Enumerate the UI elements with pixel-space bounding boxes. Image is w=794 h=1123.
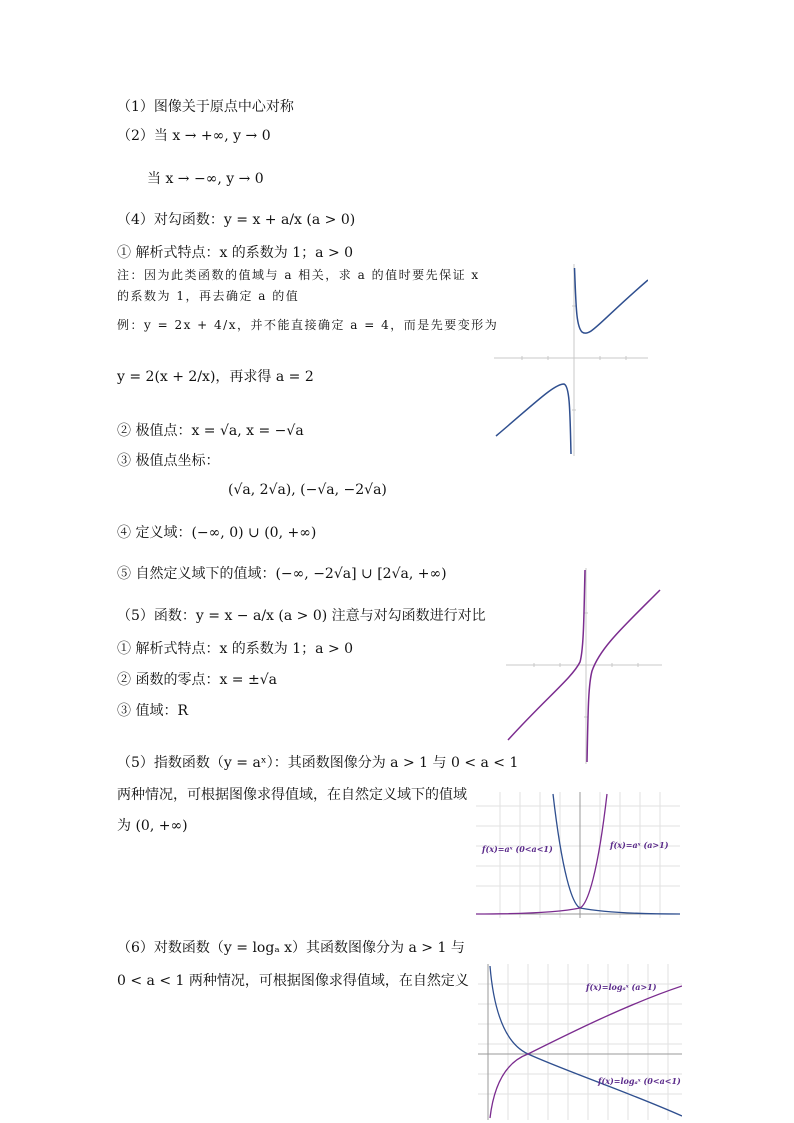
line-hook-title: （4）对勾函数：y = x + a/x (a > 0)	[117, 212, 356, 228]
line-domain: ④ 定义域：(−∞, 0) ∪ (0, +∞)	[117, 525, 317, 541]
log-label-bottom: f(x)=logₐˣ (0<a<1)	[598, 1076, 681, 1086]
line-func-feature: ① 解析式特点：x 的系数为 1；a > 0	[117, 641, 354, 657]
line-exp-title: （5）指数函数（y = aˣ）：其函数图像分为 a > 1 与 0 < a < 1	[117, 755, 519, 771]
line-func-title: （5）函数：y = x − a/x (a > 0) 注意与对勾函数进行对比	[117, 608, 486, 624]
line-log-title: （6）对数函数（y = logₐ x）其函数图像分为 a > 1 与	[117, 940, 465, 956]
log-label-top: f(x)=logₐˣ (a>1)	[586, 982, 657, 992]
line-limit-neg: 当 x → −∞, y → 0	[147, 171, 264, 187]
exp-curve-decreasing	[553, 794, 680, 914]
line-exp-desc: 两种情况，可根据图像求得值域，在自然定义域下的值域	[117, 787, 467, 803]
odd-function-graph	[506, 568, 662, 764]
logarithm-graph	[478, 964, 682, 1120]
exp-label-left: f(x)=aˣ (0<a<1)	[482, 844, 553, 854]
example-line: 例：y = 2x + 4/x，并不能直接确定 a = 4，而是先要变形为	[117, 318, 499, 332]
exp-label-right: f(x)=aˣ (a>1)	[610, 840, 669, 850]
line-exp-range: 为 (0, +∞)	[117, 818, 188, 834]
log-curve-increasing	[490, 986, 682, 1118]
exponential-graph	[476, 792, 680, 918]
note-line-2: 的系数为 1，再去确定 a 的值	[117, 289, 300, 303]
line-hook-feature: ① 解析式特点：x 的系数为 1；a > 0	[117, 245, 354, 261]
line-func-zero: ② 函数的零点：x = ±√a	[117, 672, 277, 688]
exp-curve-increasing	[476, 794, 607, 914]
hook-curve-right	[575, 268, 649, 333]
line-log-desc: 0 < a < 1 两种情况，可根据图像求得值域，在自然定义	[117, 973, 469, 989]
note-line-1: 注：因为此类函数的值域与 a 相关，求 a 的值时要先保证 x	[117, 268, 480, 282]
line-func-range: ③ 值域：R	[117, 703, 188, 719]
line-symmetry: （1）图像关于原点中心对称	[117, 99, 294, 115]
hook-function-graph	[494, 264, 648, 456]
line-limit-pos: （2）当 x → +∞, y → 0	[117, 128, 271, 144]
line-extreme-coords: (√a, 2√a), (−√a, −2√a)	[228, 482, 387, 498]
line-extreme-points: ② 极值点：x = √a, x = −√a	[117, 423, 304, 439]
odd-curve-left	[508, 570, 585, 740]
line-range: ⑤ 自然定义域下的值域：(−∞, −2√a] ∪ [2√a, +∞)	[117, 566, 447, 582]
hook-curve-left	[496, 384, 571, 454]
odd-curve-right	[587, 590, 660, 762]
example-transform: y = 2(x + 2/x)，再求得 a = 2	[117, 369, 314, 385]
line-extreme-coords-title: ③ 极值点坐标：	[117, 453, 220, 469]
